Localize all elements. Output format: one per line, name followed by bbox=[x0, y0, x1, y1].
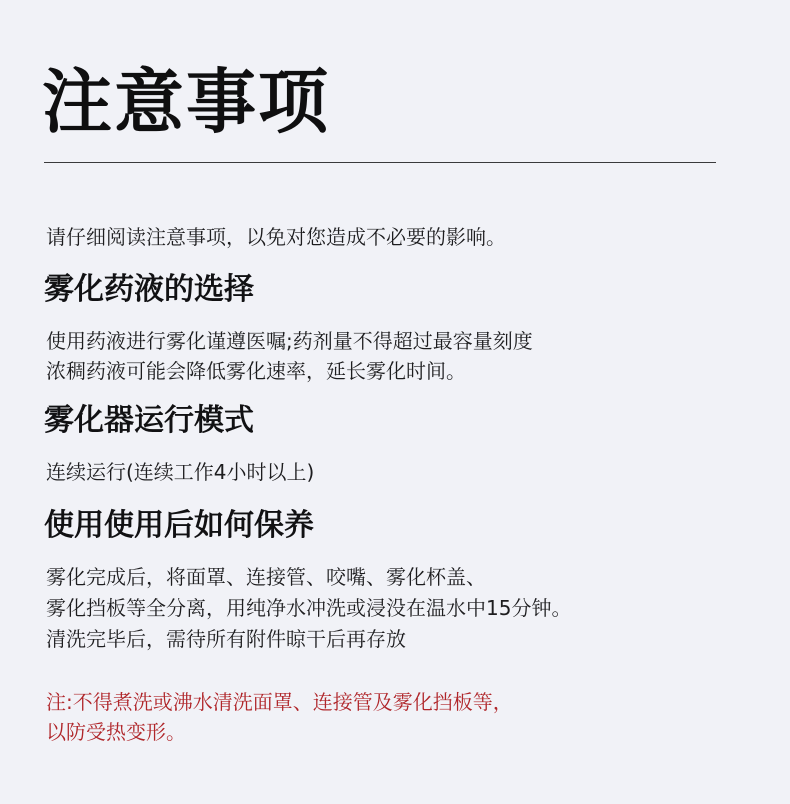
warning-line: 以防受热变形。 bbox=[46, 720, 186, 744]
page-title: 注意事项 bbox=[42, 61, 330, 143]
section-body-nebulizer-medicine-selection bbox=[46, 326, 533, 386]
section-heading-maintenance: 使用使用后如何保养 bbox=[44, 508, 314, 543]
warning-line: 注:不得煮洗或沸水清洗面罩、连接管及雾化挡板等， bbox=[46, 690, 513, 714]
body-line: 雾化完成后，将面罩、连接管、咬嘴、雾化杯盖、 bbox=[46, 565, 486, 589]
warning-note bbox=[46, 687, 513, 747]
section-body-operating-mode bbox=[46, 457, 314, 487]
body-line: 浓稠药液可能会降低雾化速率，延长雾化时间。 bbox=[46, 359, 466, 383]
body-line: 连续运行(连续工作4小时以上) bbox=[46, 460, 315, 484]
section-heading-nebulizer-medicine-selection: 雾化药液的选择 bbox=[44, 272, 254, 307]
section-body-maintenance bbox=[46, 562, 571, 655]
body-line: 清洗完毕后，需待所有附件晾干后再存放 bbox=[46, 627, 406, 651]
title-divider bbox=[44, 162, 716, 163]
body-line: 使用药液进行雾化谨遵医嘱;药剂量不得超过最容量刻度 bbox=[46, 329, 533, 353]
body-line: 雾化挡板等全分离，用纯净水冲洗或浸没在温水中15分钟。 bbox=[46, 596, 572, 620]
intro-text: 请仔细阅读注意事项，以免对您造成不必要的影响。 bbox=[46, 225, 506, 249]
section-heading-operating-mode: 雾化器运行模式 bbox=[44, 403, 254, 438]
